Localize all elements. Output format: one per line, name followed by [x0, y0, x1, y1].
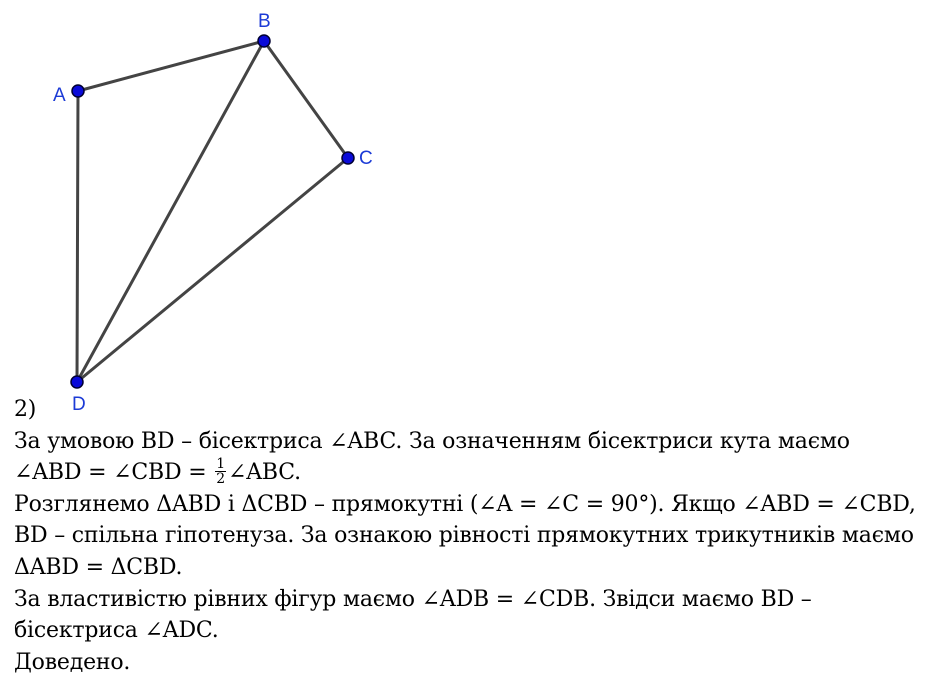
solution-line-3: Розглянемо ΔABD і ΔCBD – прямокутні (∠A = ∠C = 90°). Якщо ∠ABD = ∠CBD,	[14, 491, 916, 517]
point-label-b: B	[258, 11, 271, 32]
segment-cd	[77, 158, 348, 382]
segment-ab	[78, 41, 264, 91]
point-b	[258, 35, 270, 47]
segment-ad	[77, 91, 78, 382]
solution-line-8: Доведено.	[14, 649, 131, 675]
segment-bc	[264, 41, 348, 158]
point-c	[342, 152, 354, 164]
solution-line-4: BD – спільна гіпотенуза. За ознакою рівності прямокутних трикутників маємо	[14, 523, 914, 549]
point-label-d: D	[72, 394, 86, 415]
point-a	[72, 85, 84, 97]
solution-text	[14, 394, 914, 678]
one-half-fraction	[215, 457, 226, 486]
points-group	[71, 35, 354, 388]
line-2-end: ∠ABC.	[227, 460, 301, 486]
solution-line-1: За умовою BD – бісектриса ∠ABC. За означенням бісектриси кута маємо	[14, 428, 850, 454]
fraction-denominator: 2	[216, 470, 225, 487]
labels-group	[53, 11, 373, 415]
point-label-a: A	[53, 85, 66, 106]
solution-line-7: бісектриса ∠ADC.	[14, 618, 219, 644]
line-2-start: ∠ABD = ∠CBD =	[14, 460, 214, 486]
fraction-numerator: 1	[216, 455, 225, 472]
point-label-c: C	[359, 148, 373, 169]
segment-bd	[77, 41, 264, 382]
segments-group	[77, 41, 348, 382]
point-d	[71, 376, 83, 388]
solution-line-2	[14, 457, 914, 489]
solution-line-5: ΔABD = ΔCBD.	[14, 554, 183, 580]
solution-line-6: За властивістю рівних фігур маємо ∠ADB = ∠CDB. Звідси маємо BD –	[14, 586, 812, 612]
solution-number: 2)	[14, 397, 37, 422]
